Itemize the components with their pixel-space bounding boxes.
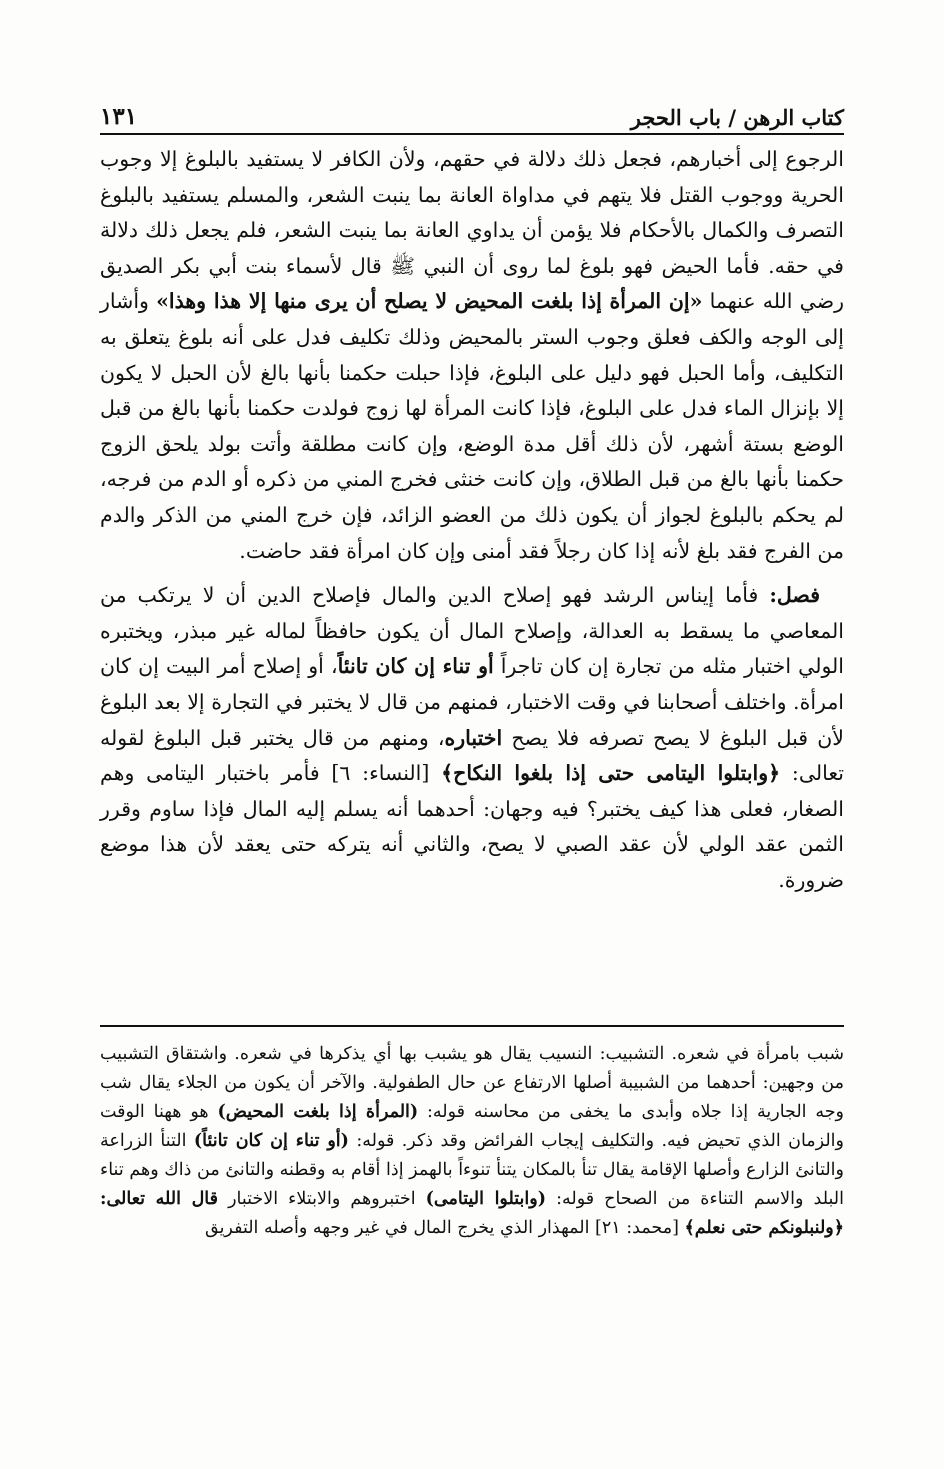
bold-phrase: (المرأة إذا بلغت المحيض) xyxy=(217,1102,419,1122)
text-run: وأشار إلى الوجه والكف فعلق وجوب الستر بالمحيض وذلك تكليف فدل على أنه بلوغ يتعلق به التكليف، وأما الحبل فهو دليل على البلوغ، فإذا حبلت حكمنا بأنها بالغ لأن الحبل لا يكون إلا بإنزال الماء فدل على البلوغ، فإذا كانت المرأة لها زوج فولدت حكمنا بأنها بالغ من قبل الوضع بستة أشهر، لأن ذلك أقل مدة الوضع، وإن كانت مطلقة وأتت بولد يلحق الزوج حكمنا بأنها بالغ من قبل الطلاق، وإن كانت خنثى فخرج المني من ذكره أو الدم من فرجه، لم يحكم بالبلوغ لجواز أن يكون ذلك من العضو الزائد، فإن خرج المني من الذكر والدم من الفرج فقد بلغ لأنه إذا كان رجلاً فقد أمنى وإن كان امرأة فقد حاضت. xyxy=(100,289,844,563)
text-run: فأما إيناس الرشد فهو إصلاح الدين والمال فإصلاح الدين أن لا يرتكب من المعاصي ما يسقط به العدالة، وإصلاح المال أن يكون حافظاً لماله غير مبذر، ويختبره الولي اختبار مثله من تجارة إن كان تاجراً xyxy=(100,583,844,679)
quran-verse: ﴿وابتلوا اليتامى حتى إذا بلغوا النكاح﴾ xyxy=(441,761,781,786)
header-divider xyxy=(100,133,844,135)
text-run: التنأ الزراعة والتانئ الزارع وأصلها الإقامة يقال تنأ بالمكان يتنأ تنوءاً بالهمز إذا أقام به وقطنه والتانئ من ذاك وهم تناء البلد والاسم التناءة من الصحاح قوله: xyxy=(100,1131,844,1209)
bold-phrase: (وابتلوا اليتامى) xyxy=(425,1189,547,1209)
bold-phrase: (أو تناء إن كان تانئاً) xyxy=(193,1131,349,1151)
hadith-quote: «إن المرأة إذا بلغت المحيض لا يصلح أن يرى منها إلا هذا وهذا» xyxy=(156,289,703,314)
footnotes xyxy=(100,1040,844,1243)
section-label: فصل: xyxy=(769,583,820,608)
text-run: اختبروهم والابتلاء الاختبار xyxy=(218,1189,426,1209)
text-run: ، ومنهم من قال يختبر قبل البلوغ لقوله تعالى: xyxy=(100,725,844,786)
bold-phrase: اختباره xyxy=(444,725,503,750)
text-run: الرجوع إلى أخبارهم، فجعل ذلك دلالة في حقهم، ولأن الكافر لا يستفيد بالبلوغ إلا وجوب الحرية ووجوب القتل فلا يتهم في مداواة العانة بما ينبت الشعر، والمسلم يستفيد بالبلوغ التصرف والكمال بالأحكام فلا يؤمن أن يداوي العانة بما ينبت الشعر، فلم يجعل ذلك دلالة في حقه. فأما الحيض فهو بلوغ لما روى أن النبي ﷺ قال لأسماء بنت أبي بكر الصديق رضي الله عنهما xyxy=(100,147,844,314)
page-header xyxy=(100,90,844,130)
footnote-divider xyxy=(100,1025,844,1027)
text-run: شبب بامرأة في شعره. التشبيب: النسيب يقال هو يشبب بها أي يذكرها في شعره. واشتقاق التشبيب من وجهين: أحدهما من الشبيبة أصلها الارتفاع عن حال الطفولية. والآخر أن يكون من الجلاء يقال شب وجه الجارية إذا جلاه وأبدى ما يخفى من محاسنه قوله: xyxy=(100,1044,844,1122)
paragraph-fasl-rushd xyxy=(100,578,844,898)
running-title: كتاب الرهن / باب الحجر xyxy=(630,105,844,130)
main-text xyxy=(100,142,844,898)
paragraph-puberty-signs xyxy=(100,142,844,569)
text-run: ، أو إصلاح أمر البيت إن كان امرأة. واختلف أصحابنا في وقت الاختبار، فمنهم من قال لا يختبر في التجارة إلا بعد البلوغ لأن قبل البلوغ لا يصح تصرفه فلا يصح xyxy=(100,654,844,750)
text-run: فأمر باختبار اليتامى وهم الصغار، فعلى هذا كيف يختبر؟ فيه وجهان: أحدهما أنه يسلم إليه المال فإذا ساوم وقرر الثمن عقد الولي لأن عقد الصبي لا يصح، والثاني أنه يتركه حتى يعقد لأن هذا موضع ضرورة. xyxy=(100,761,844,892)
page-number: ١٣١ xyxy=(100,103,138,130)
text-run: [محمد: ٢١] المهذار الذي يخرج المال في غير وجهه وأصله التفريق xyxy=(204,1218,685,1238)
text-run: هو ههنا الوقت والزمان الذي تحيض فيه. والتكليف إيجاب الفرائض وقد ذكر. قوله: xyxy=(100,1102,844,1151)
verse-reference: [النساء: ٦] xyxy=(331,761,442,786)
footnote-text xyxy=(100,1040,844,1243)
quran-verse: قال الله تعالى: ﴿ولنبلونكم حتى نعلم﴾ xyxy=(100,1189,844,1238)
bold-phrase: أو تناء إن كان تانئاً xyxy=(337,654,494,679)
